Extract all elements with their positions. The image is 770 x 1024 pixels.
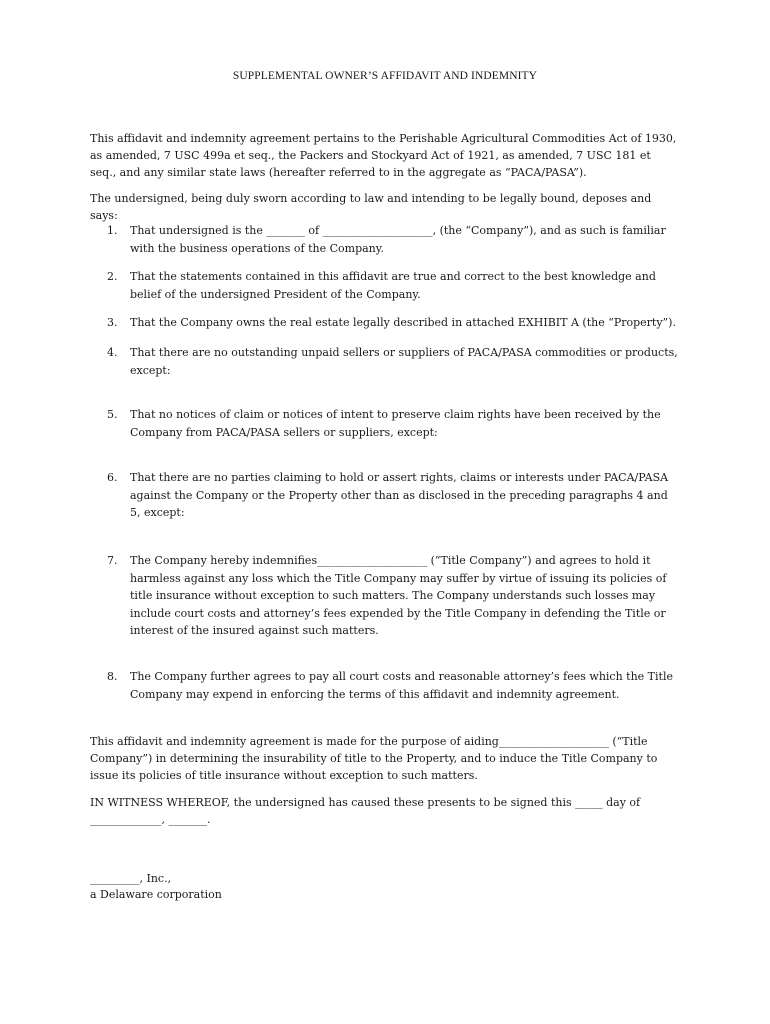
list-item-number: 8. <box>107 670 118 683</box>
list-item-text: That there are no parties claiming to hold or assert rights, claims or interests under PACA/PASA against the Company or the Property other than as disclosed in the preceding paragraphs 4 and 5, except: <box>130 471 669 519</box>
intro-paragraph: This affidavit and indemnity agreement pertains to the Perishable Agricultural Commodities Act of 1930, as amended, 7 USC 499a et seq., the Packers and Stockyard Act of 1921, as amended, 7 USC 181 et seq., and any similar state laws (hereafter referred to in the aggregate as “PACA/PASA”). <box>90 132 677 179</box>
list-item-text: That there are no outstanding unpaid sellers or suppliers of PACA/PASA commodities or products, except: <box>130 346 678 377</box>
list-item-text: That undersigned is the _______ of ____________________, (the “Company”), and as such is familiar with the business operations of the Company. <box>130 224 666 255</box>
list-item-number: 6. <box>107 471 118 484</box>
sworn-statement: The undersigned, being duly sworn according to law and intending to be legally bound, deposes and says: <box>90 192 652 222</box>
list-item-number: 4. <box>107 346 118 359</box>
purpose-paragraph: This affidavit and indemnity agreement is made for the purpose of aiding____________________ (“Title Company”) in determining the insurability of title to the Property, and to induce the Title Company to issue its policies of title insurance without exception to such matters. <box>90 735 658 782</box>
list-item-number: 2. <box>107 270 118 283</box>
list-item-text: That the Company owns the real estate legally described in attached EXHIBIT A (the “Property”). <box>130 316 676 329</box>
list-item-text: That no notices of claim or notices of intent to preserve claim rights have been received by the Company from PACA/PASA sellers or suppliers, except: <box>130 408 661 439</box>
witness-paragraph: IN WITNESS WHEREOF, the undersigned has caused these presents to be signed this _____ day of _____________, _______. <box>90 796 641 826</box>
signature-corporation-line: a Delaware corporation <box>90 888 222 901</box>
list-item-number: 1. <box>107 224 118 237</box>
list-item-number: 5. <box>107 408 118 421</box>
list-item-number: 3. <box>107 316 118 329</box>
list-item-text: The Company further agrees to pay all court costs and reasonable attorney’s fees which the Title Company may expend in enforcing the terms of this affidavit and indemnity agreement. <box>130 670 673 701</box>
document-title: SUPPLEMENTAL OWNER’S AFFIDAVIT AND INDEMNITY <box>232 70 538 82</box>
list-item-text: That the statements contained in this affidavit are true and correct to the best knowledge and belief of the undersigned President of the Company. <box>130 270 656 301</box>
signature-company-line: _________, Inc., <box>90 872 172 885</box>
list-item-text: The Company hereby indemnifies____________________ (“Title Company”) and agrees to hold it harmless against any loss which the Title Company may suffer by virtue of issuing its policies of title insurance without exception to such matters. The Company understands such losses may include court costs and attorney’s fees expended by the Title Company in defending the Title or interest of the insured against such matters. <box>130 554 667 637</box>
list-item-number: 7. <box>107 554 118 567</box>
